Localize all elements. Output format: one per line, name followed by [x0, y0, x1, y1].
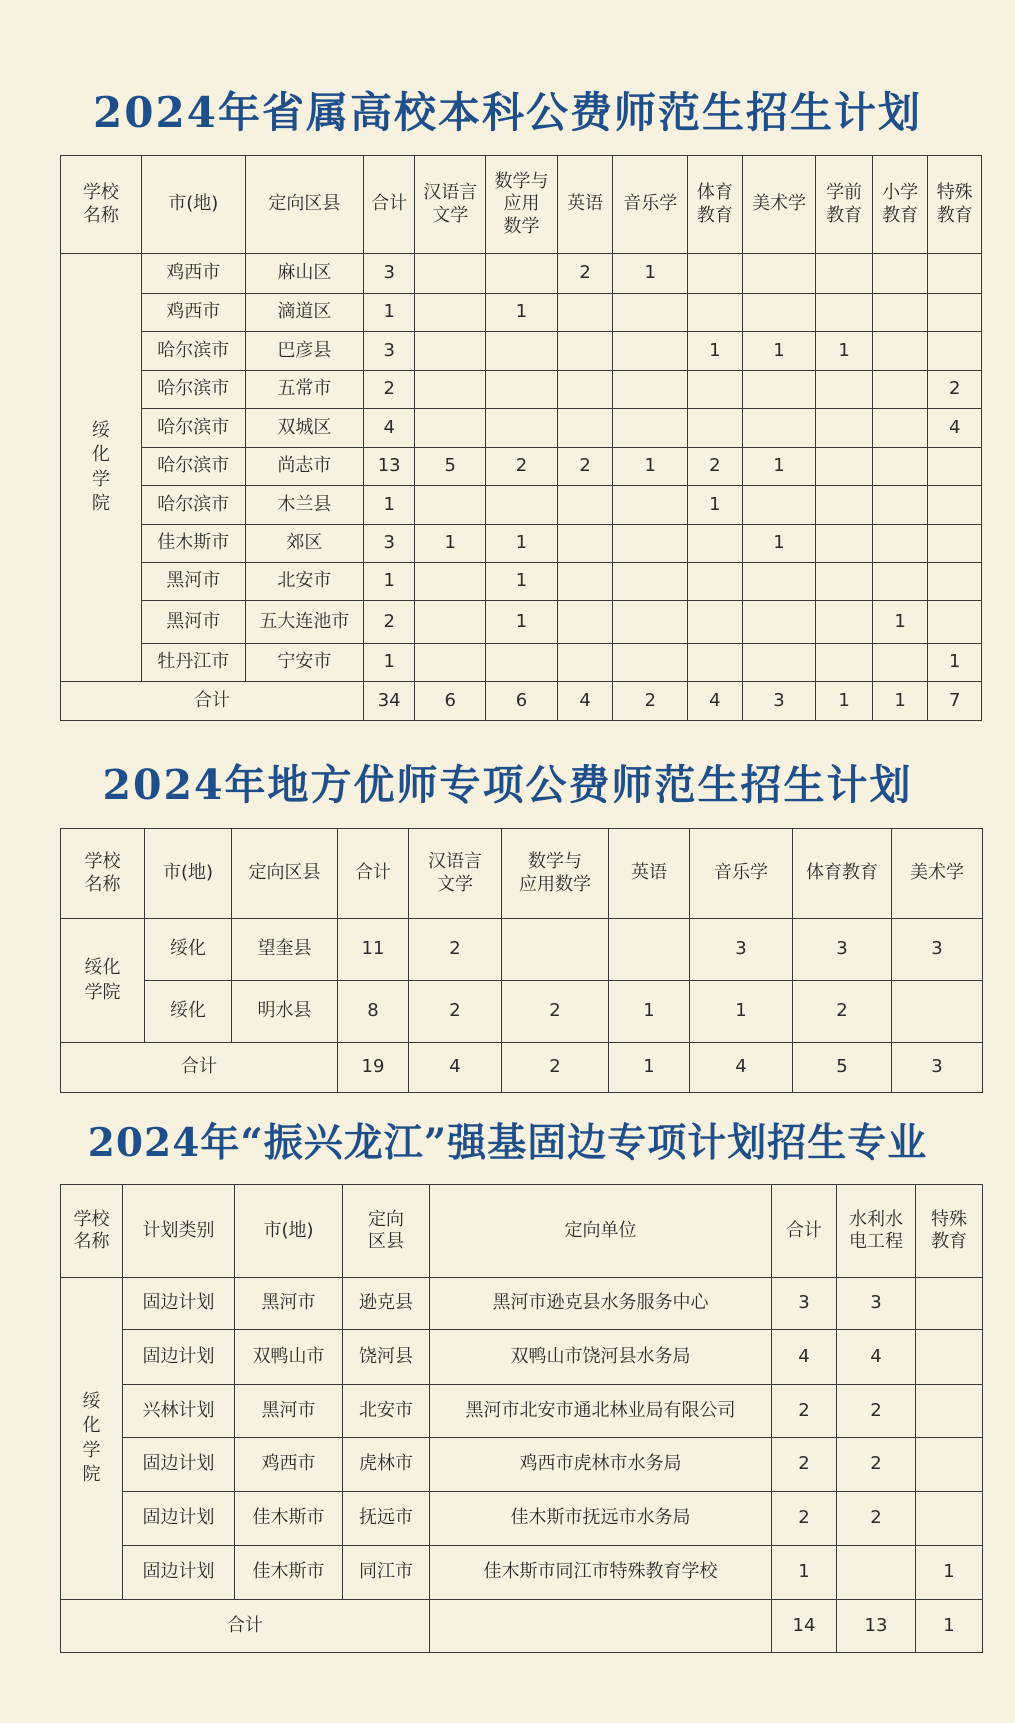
table-row	[61, 1492, 983, 1546]
column-header: 汉语言 文学	[409, 829, 502, 919]
table-row	[61, 409, 982, 448]
table-row	[61, 332, 982, 371]
table-cell	[872, 525, 928, 563]
table-cell: 3	[837, 1278, 916, 1330]
table-cell: 1	[690, 981, 793, 1043]
table-cell	[613, 371, 688, 409]
table-cell: 2	[409, 981, 502, 1043]
table-cell: 双城区	[245, 409, 363, 448]
table-cell	[486, 254, 558, 294]
column-header: 音乐学	[690, 829, 793, 919]
column-header: 体育教育	[793, 829, 892, 919]
total-cell: 1	[872, 682, 928, 721]
table-cell	[928, 254, 982, 294]
table-cell: 固边计划	[123, 1330, 235, 1385]
column-header: 计划类别	[123, 1185, 235, 1278]
table-cell: 2	[772, 1385, 837, 1438]
table-cell: 黑河市	[235, 1278, 343, 1330]
table-cell: 3	[363, 332, 415, 371]
table-cell	[613, 644, 688, 682]
table-row	[61, 371, 982, 409]
table-cell	[415, 332, 486, 371]
table-cell	[872, 332, 928, 371]
table-cell	[557, 486, 613, 525]
table-cell: 2	[688, 448, 743, 486]
table-cell	[742, 563, 816, 601]
column-header: 英语	[557, 156, 613, 254]
table-cell: 2	[557, 254, 613, 294]
total-cell: 14	[772, 1600, 837, 1653]
table-cell: 双鸭山市饶河县水务局	[430, 1330, 772, 1385]
column-header: 市(地)	[145, 829, 232, 919]
table-cell: 1	[816, 332, 873, 371]
column-header: 学校 名称	[61, 829, 145, 919]
table-cell: 1	[486, 563, 558, 601]
table-cell: 佳木斯市同江市特殊教育学校	[430, 1546, 772, 1600]
table-cell	[688, 644, 743, 682]
table-cell	[816, 486, 873, 525]
table-cell: 2	[363, 601, 415, 644]
table-cell	[688, 409, 743, 448]
table-cell	[557, 563, 613, 601]
table-cell: 哈尔滨市	[141, 409, 245, 448]
table-cell: 11	[338, 919, 409, 981]
table-cell: 3	[363, 525, 415, 563]
column-header: 学校 名称	[61, 1185, 123, 1278]
table-cell: 抚远市	[343, 1492, 430, 1546]
table-cell	[742, 371, 816, 409]
table-row	[61, 486, 982, 525]
table-cell: 哈尔滨市	[141, 371, 245, 409]
table-cell: 1	[772, 1546, 837, 1600]
table-cell	[916, 1492, 983, 1546]
table-cell	[928, 448, 982, 486]
table-cell	[872, 409, 928, 448]
total-label: 合计	[61, 682, 364, 721]
column-header: 音乐学	[613, 156, 688, 254]
column-header: 定向区县	[245, 156, 363, 254]
table-cell	[742, 409, 816, 448]
table-cell	[557, 644, 613, 682]
table-cell	[742, 294, 816, 332]
table-cell: 绥化	[145, 919, 232, 981]
table-cell: 黑河市	[141, 563, 245, 601]
table-cell: 3	[363, 254, 415, 294]
table-cell: 饶河县	[343, 1330, 430, 1385]
table-cell	[415, 601, 486, 644]
table-cell: 郊区	[245, 525, 363, 563]
table-cell	[916, 1278, 983, 1330]
total-row	[61, 1600, 983, 1653]
total-cell: 3	[892, 1043, 983, 1093]
total-row	[61, 1043, 983, 1093]
table-cell	[816, 254, 873, 294]
table-cell: 1	[613, 448, 688, 486]
column-header: 定向单位	[430, 1185, 772, 1278]
table-cell	[916, 1438, 983, 1492]
total-label: 合计	[61, 1043, 338, 1093]
total-cell: 3	[742, 682, 816, 721]
column-header: 数学与 应用数学	[502, 829, 609, 919]
table-cell	[415, 563, 486, 601]
table-row	[61, 448, 982, 486]
table-cell: 1	[916, 1546, 983, 1600]
table-cell: 尚志市	[245, 448, 363, 486]
table-cell	[816, 371, 873, 409]
table-cell: 4	[772, 1330, 837, 1385]
table-cell	[609, 919, 690, 981]
table-cell: 哈尔滨市	[141, 486, 245, 525]
table-cell: 1	[363, 486, 415, 525]
table-cell: 1	[486, 294, 558, 332]
table-cell	[415, 294, 486, 332]
table-cell: 2	[928, 371, 982, 409]
table-row	[61, 1546, 983, 1600]
table-cell	[872, 371, 928, 409]
table-cell: 2	[772, 1438, 837, 1492]
column-header: 美术学	[742, 156, 816, 254]
table-cell: 哈尔滨市	[141, 448, 245, 486]
table-row	[61, 563, 982, 601]
table-cell	[928, 332, 982, 371]
table-cell: 2	[837, 1385, 916, 1438]
table-row	[61, 644, 982, 682]
border-plan-table	[60, 1184, 983, 1653]
total-cell: 2	[502, 1043, 609, 1093]
table-row	[61, 254, 982, 294]
table-cell	[872, 486, 928, 525]
table-cell	[742, 601, 816, 644]
table-cell	[502, 919, 609, 981]
table-cell: 五大连池市	[245, 601, 363, 644]
table-cell: 2	[409, 919, 502, 981]
table-cell	[872, 644, 928, 682]
table-cell: 13	[363, 448, 415, 486]
table-cell	[613, 486, 688, 525]
table-cell: 佳木斯市	[235, 1492, 343, 1546]
table-cell: 兴林计划	[123, 1385, 235, 1438]
table-cell: 2	[837, 1492, 916, 1546]
column-header: 学前 教育	[816, 156, 873, 254]
table-cell: 鸡西市虎林市水务局	[430, 1438, 772, 1492]
table-cell: 固边计划	[123, 1438, 235, 1492]
table-cell: 1	[363, 294, 415, 332]
table-cell: 1	[688, 486, 743, 525]
table-cell	[892, 981, 983, 1043]
table-cell: 1	[742, 448, 816, 486]
table-cell	[415, 644, 486, 682]
table-cell	[415, 371, 486, 409]
table-cell: 3	[793, 919, 892, 981]
column-header: 特殊 教育	[916, 1185, 983, 1278]
table-cell	[928, 525, 982, 563]
total-cell: 1	[916, 1600, 983, 1653]
table-cell	[613, 409, 688, 448]
total-label: 合计	[61, 1600, 430, 1653]
table-cell	[816, 525, 873, 563]
table-cell: 2	[772, 1492, 837, 1546]
table-cell: 北安市	[245, 563, 363, 601]
column-header: 定向 区县	[343, 1185, 430, 1278]
table-cell	[742, 254, 816, 294]
table-cell: 固边计划	[123, 1546, 235, 1600]
table-cell	[613, 601, 688, 644]
column-header: 英语	[609, 829, 690, 919]
total-cell	[430, 1600, 772, 1653]
total-cell: 5	[793, 1043, 892, 1093]
table-cell	[816, 294, 873, 332]
table-cell: 3	[892, 919, 983, 981]
table-cell	[872, 254, 928, 294]
table-row	[61, 525, 982, 563]
column-header: 汉语言 文学	[415, 156, 486, 254]
table3-title: 2024年“振兴龙江”强基固边专项计划招生专业	[87, 1120, 928, 1166]
column-header: 小学 教育	[872, 156, 928, 254]
table-cell: 牡丹江市	[141, 644, 245, 682]
table-cell	[928, 486, 982, 525]
table-cell: 5	[415, 448, 486, 486]
table-cell: 北安市	[343, 1385, 430, 1438]
total-cell: 4	[409, 1043, 502, 1093]
table-cell: 2	[363, 371, 415, 409]
table-cell: 2	[557, 448, 613, 486]
table-row	[61, 1438, 983, 1492]
column-header: 市(地)	[235, 1185, 343, 1278]
table-cell: 4	[363, 409, 415, 448]
total-cell: 4	[688, 682, 743, 721]
total-cell: 1	[609, 1043, 690, 1093]
table-cell: 1	[688, 332, 743, 371]
table-cell: 哈尔滨市	[141, 332, 245, 371]
table-row	[61, 601, 982, 644]
table-cell: 2	[486, 448, 558, 486]
table-cell: 1	[613, 254, 688, 294]
table-cell	[872, 448, 928, 486]
total-cell: 4	[690, 1043, 793, 1093]
column-header: 合计	[363, 156, 415, 254]
table-cell: 麻山区	[245, 254, 363, 294]
table-cell	[613, 563, 688, 601]
table-cell: 2	[793, 981, 892, 1043]
table-cell: 3	[690, 919, 793, 981]
table-cell: 1	[609, 981, 690, 1043]
table-cell	[415, 409, 486, 448]
column-header: 定向区县	[232, 829, 338, 919]
table-cell: 逊克县	[343, 1278, 430, 1330]
school-name-cell: 绥 化 学 院	[61, 254, 142, 682]
table-row	[61, 981, 983, 1043]
total-cell: 1	[816, 682, 873, 721]
table-cell: 虎林市	[343, 1438, 430, 1492]
table-cell	[486, 644, 558, 682]
table-cell: 佳木斯市抚远市水务局	[430, 1492, 772, 1546]
total-cell: 4	[557, 682, 613, 721]
table-cell	[613, 332, 688, 371]
table-cell: 明水县	[232, 981, 338, 1043]
table-cell: 鸡西市	[141, 294, 245, 332]
table-cell	[486, 486, 558, 525]
table-cell	[486, 371, 558, 409]
table-cell	[928, 294, 982, 332]
table-cell: 五常市	[245, 371, 363, 409]
table-cell	[557, 525, 613, 563]
column-header: 数学与 应用 数学	[486, 156, 558, 254]
table-cell	[613, 294, 688, 332]
column-header: 学校 名称	[61, 156, 142, 254]
column-header: 水利水 电工程	[837, 1185, 916, 1278]
column-header: 市(地)	[141, 156, 245, 254]
table-cell: 1	[742, 525, 816, 563]
total-cell: 34	[363, 682, 415, 721]
table-cell	[872, 294, 928, 332]
table-cell: 巴彦县	[245, 332, 363, 371]
table-cell	[557, 601, 613, 644]
table-cell	[688, 525, 743, 563]
table-cell: 佳木斯市	[141, 525, 245, 563]
table-cell	[557, 294, 613, 332]
header-row	[61, 1185, 983, 1278]
total-cell: 7	[928, 682, 982, 721]
total-cell: 6	[486, 682, 558, 721]
table-cell: 绥化	[145, 981, 232, 1043]
table-cell	[688, 601, 743, 644]
table-cell	[613, 525, 688, 563]
school-name-cell: 绥化 学院	[61, 919, 145, 1043]
table-cell	[557, 409, 613, 448]
table-cell	[486, 409, 558, 448]
table-cell: 2	[837, 1438, 916, 1492]
table-cell: 鸡西市	[141, 254, 245, 294]
table-cell: 8	[338, 981, 409, 1043]
table-cell: 望奎县	[232, 919, 338, 981]
table-cell: 鸡西市	[235, 1438, 343, 1492]
table-cell: 固边计划	[123, 1278, 235, 1330]
table-row	[61, 1330, 983, 1385]
table-cell: 4	[837, 1330, 916, 1385]
table-cell: 黑河市北安市通北林业局有限公司	[430, 1385, 772, 1438]
table-cell: 2	[502, 981, 609, 1043]
table-cell: 黑河市	[235, 1385, 343, 1438]
table-cell	[486, 332, 558, 371]
table-cell: 黑河市逊克县水务服务中心	[430, 1278, 772, 1330]
table-cell: 1	[742, 332, 816, 371]
table-cell	[916, 1385, 983, 1438]
table-cell	[557, 332, 613, 371]
table-cell: 1	[872, 601, 928, 644]
table-cell	[415, 486, 486, 525]
table1-title: 2024年省属高校本科公费师范生招生计划	[93, 88, 922, 137]
table-cell: 宁安市	[245, 644, 363, 682]
table-cell: 1	[363, 644, 415, 682]
school-name-cell: 绥 化 学 院	[61, 1278, 123, 1600]
header-row	[61, 156, 982, 254]
table-cell	[816, 409, 873, 448]
table-cell	[816, 563, 873, 601]
table-cell: 1	[486, 525, 558, 563]
table-cell	[688, 563, 743, 601]
total-row	[61, 682, 982, 721]
undergraduate-plan-table	[60, 155, 982, 721]
table-cell	[928, 601, 982, 644]
table-cell: 双鸭山市	[235, 1330, 343, 1385]
table-row	[61, 1385, 983, 1438]
table-cell	[816, 448, 873, 486]
table-cell	[688, 294, 743, 332]
table-cell	[916, 1330, 983, 1385]
table-cell	[816, 644, 873, 682]
column-header: 体育 教育	[688, 156, 743, 254]
local-teacher-plan-table	[60, 828, 983, 1093]
table-cell: 黑河市	[141, 601, 245, 644]
table-cell	[928, 563, 982, 601]
table-cell: 滴道区	[245, 294, 363, 332]
table-cell: 3	[772, 1278, 837, 1330]
table-cell: 佳木斯市	[235, 1546, 343, 1600]
column-header: 美术学	[892, 829, 983, 919]
table-cell: 木兰县	[245, 486, 363, 525]
table-cell	[415, 254, 486, 294]
table-cell	[816, 601, 873, 644]
table-cell: 1	[363, 563, 415, 601]
table-cell: 同江市	[343, 1546, 430, 1600]
table-cell	[557, 371, 613, 409]
column-header: 合计	[772, 1185, 837, 1278]
column-header: 特殊 教育	[928, 156, 982, 254]
table-cell: 固边计划	[123, 1492, 235, 1546]
total-cell: 6	[415, 682, 486, 721]
table-cell	[742, 644, 816, 682]
table-row	[61, 294, 982, 332]
table-cell: 1	[415, 525, 486, 563]
table-cell	[742, 486, 816, 525]
table-row	[61, 919, 983, 981]
table-cell	[872, 563, 928, 601]
table-cell: 4	[928, 409, 982, 448]
table-cell: 1	[486, 601, 558, 644]
table-row	[61, 1278, 983, 1330]
header-row	[61, 829, 983, 919]
column-header: 合计	[338, 829, 409, 919]
table-cell	[688, 371, 743, 409]
total-cell: 13	[837, 1600, 916, 1653]
table-cell	[688, 254, 743, 294]
total-cell: 19	[338, 1043, 409, 1093]
table-cell: 1	[928, 644, 982, 682]
total-cell: 2	[613, 682, 688, 721]
table2-title: 2024年地方优师专项公费师范生招生计划	[102, 761, 913, 809]
table-cell	[837, 1546, 916, 1600]
